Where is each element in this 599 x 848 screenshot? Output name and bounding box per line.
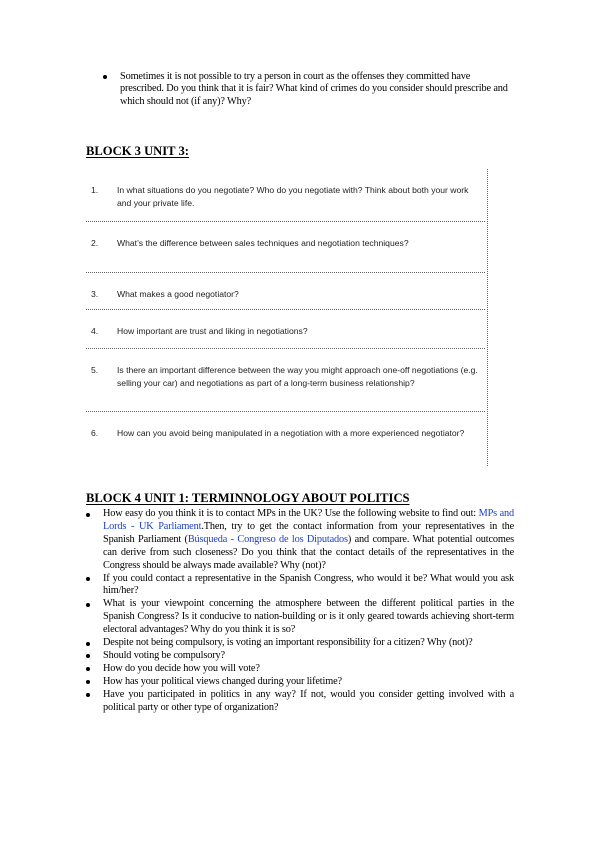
bullet-icon (86, 667, 90, 671)
congreso-busqueda-link[interactable]: Búsqueda - Congreso de los Diputados (187, 533, 348, 545)
bullet-icon (103, 75, 107, 79)
item-text-part: ) and compare. What potential outcomes can derive from such closeness? Do you think that the contact details of the representatives in the Congress should be always made available? Why (not)? (103, 533, 515, 571)
bullet-icon (86, 577, 90, 581)
question-number: 1. (91, 185, 99, 195)
question-number: 4. (91, 326, 99, 336)
item-text: How has your political views changed during your lifetime? (103, 675, 342, 687)
list-item (86, 650, 514, 663)
block4-heading: BLOCK 4 UNIT 1: TERMINNOLOGY ABOUT POLITICS (86, 491, 410, 505)
item-text-part: .Then, try to get the contact information from your representatives in the Spanish Parliament ( (103, 520, 515, 545)
list-item (86, 637, 514, 650)
question-text: What makes a good negotiator? (117, 289, 239, 299)
bullet-icon (86, 642, 90, 646)
politics-question-list (86, 508, 514, 715)
intro-bullet-text: Sometimes it is not possible to try a person in court as the offenses they committed have prescribed. Do you think that it is fair? What kind of crimes do you consider should prescribe and which should not (if any)? Why? (120, 71, 508, 107)
list-item (86, 573, 514, 599)
negotiation-questions-table (86, 169, 488, 466)
list-item (86, 598, 514, 637)
question-number: 3. (91, 289, 99, 299)
bullet-icon (86, 680, 90, 684)
question-row (86, 310, 485, 349)
block3-heading: BLOCK 3 UNIT 3: (86, 144, 189, 158)
bullet-icon (86, 513, 90, 517)
question-text: What’s the difference between sales techniques and negotiation techniques? (117, 238, 409, 248)
question-text: How can you avoid being manipulated in a negotiation with a more experienced negotiator? (117, 428, 465, 438)
list-item (86, 663, 514, 676)
question-number: 5. (91, 365, 99, 375)
item-text: Despite not being compulsory, is voting an important responsibility for a citizen? Why (not)? (103, 637, 473, 649)
item-text: How do you decide how you will vote? (103, 662, 260, 674)
question-row (86, 412, 485, 466)
question-row (86, 169, 485, 222)
item-text: If you could contact a representative in the Spanish Congress, who would it be? What would you ask him/her? (103, 572, 514, 597)
item-text: What is your viewpoint concerning the atmosphere between the different political parties in the Spanish Congress? Is it conducive to nation-building or is it only geared towards achieving short-term electoral advantages? Why do you think it is so? (103, 598, 514, 636)
item-text-part: How easy do you think it is to contact MPs in the UK? Use the following website to find out: (103, 508, 479, 519)
mps-and-lords-link[interactable]: MPs and Lords - UK Parliament (103, 508, 515, 532)
question-number: 6. (91, 428, 99, 438)
intro-bullet-list (103, 71, 515, 108)
question-text: How important are trust and liking in negotiations? (117, 326, 308, 336)
question-row (86, 349, 485, 412)
bullet-icon (86, 693, 90, 697)
question-number: 2. (91, 238, 99, 248)
list-item (86, 676, 514, 689)
list-item (103, 71, 515, 108)
question-text: In what situations do you negotiate? Who do you negotiate with? Think about both your work and your private life. (117, 185, 469, 208)
item-text: Have you participated in politics in any way? If not, would you consider getting involved with a political party or other type of organization? (103, 688, 514, 713)
question-text: Is there an important difference between the way you might approach one-off negotiations (e.g. selling your car) and negotiations as part of a long-term business relationship? (117, 365, 478, 388)
item-text: Should voting be compulsory? (103, 649, 225, 661)
question-row (86, 273, 485, 310)
question-row (86, 222, 485, 273)
bullet-icon (86, 603, 90, 607)
bullet-icon (86, 654, 90, 658)
list-item (86, 508, 514, 573)
list-item (86, 689, 514, 715)
